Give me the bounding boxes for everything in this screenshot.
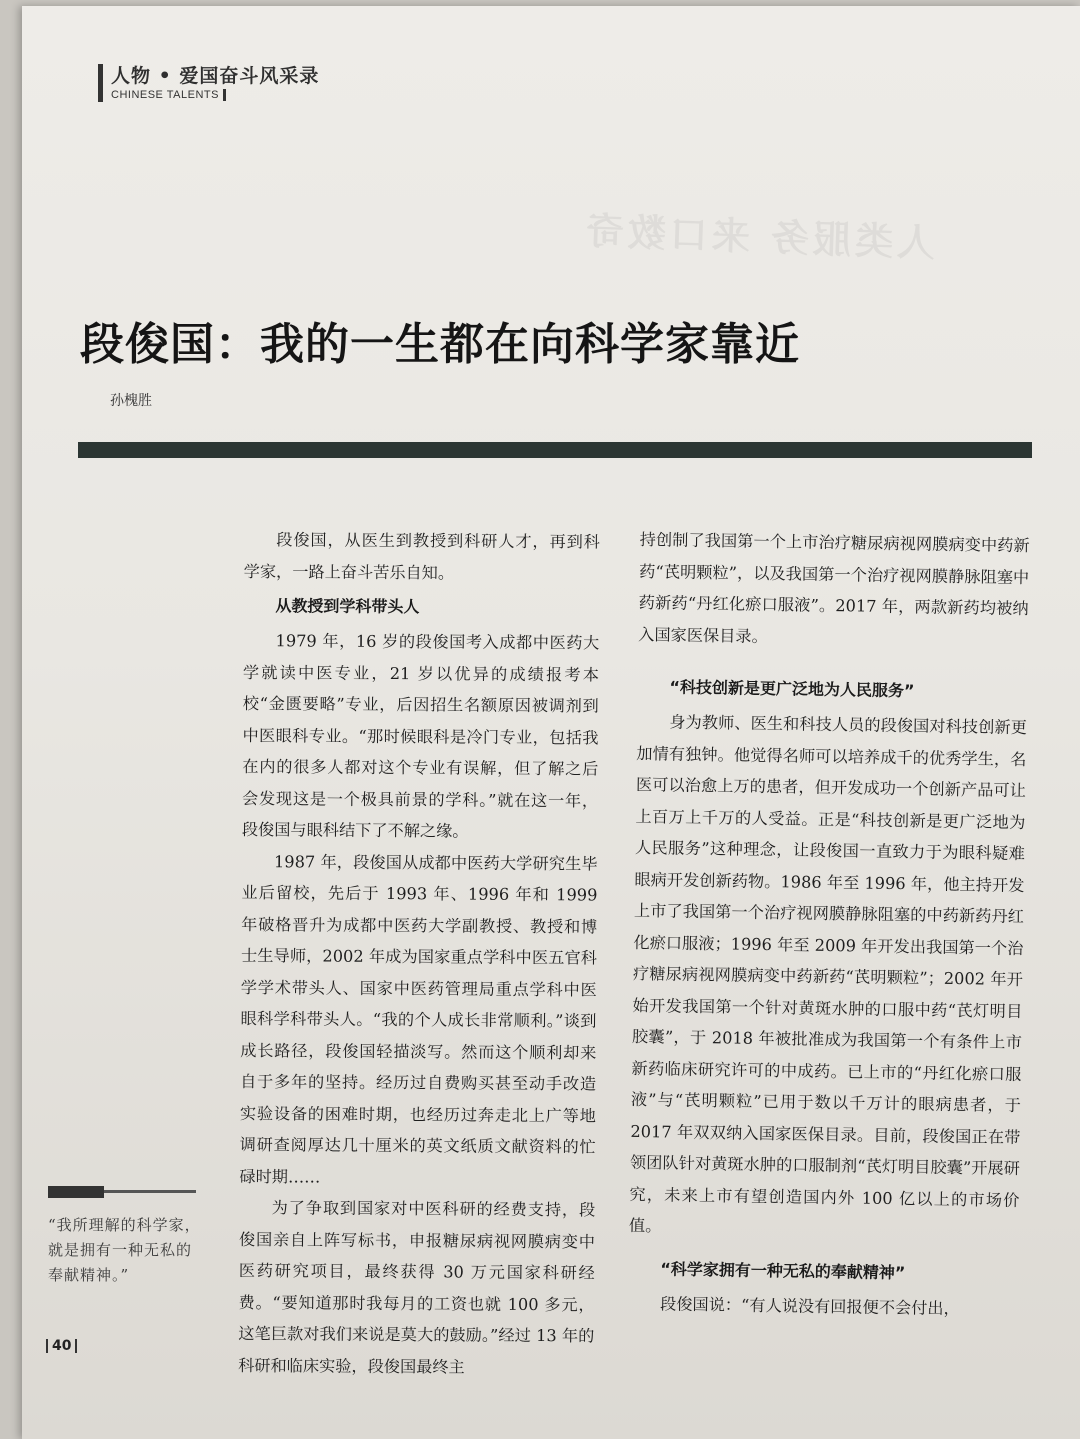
section-label-cn: 人物 • 爱国奋斗风采录 [111, 65, 320, 87]
right-paragraph-0: 持创制了我国第一个上市治疗糖尿病视网膜病变中药新药“芪明颗粒”，以及我国第一个治疗视网膜静脉阻塞中药新药“丹红化瘀口服液”。2017 年，两款新药均被纳入国家医保目录。 [638, 529, 1030, 646]
pull-quote-line [104, 1190, 196, 1193]
article-author: 孙槐胜 [110, 393, 152, 409]
title-divider [78, 442, 1032, 458]
left-column [238, 524, 600, 1383]
section-label-en-text: CHINESE TALENTS [111, 89, 219, 101]
right-paragraph-1: 身为教师、医生和科技人员的段俊国对科技创新更加情有独钟。他觉得名师可以培养成千的优秀学生，名医可以治愈上万的患者，但开发成功一个创新产品可让上百万上千万的人受益。正是“科技创新是更广泛地为人民服务”这种理念，让段俊国一直致力于为眼科疑难眼病开发创新药物。1986 年至 1996 年，他主持开发上市了我国第一个治疗视网膜静脉阻塞的中药新药丹红化瘀口服液；1996 年至 2009 年开发出我国第一个治疗糖尿病视网膜病变中药新药“芪明颗粒”；2002 年开始开发我国第一个针对黄斑水肿的口服中药“芪灯明目胶囊”，于 2018 年被批准成为我国第一个有条件上市新药临床研究许可的中成药。已上市的“丹红化瘀口服液”与“芪明颗粒”已用于数以千万计的眼病患者，于 2017 年双双纳入国家医保目录。目前，段俊国正在带领团队针对黄斑水肿的口服制剂“芪灯明目胶囊”开展研究，未来上市有望创造国内外 100 亿以上的市场价值。 [628, 712, 1027, 1236]
pull-quote-text: “我所理解的科学家，就是拥有一种无私的奉献精神。” [48, 1216, 201, 1284]
section-marker-icon [223, 89, 226, 101]
page-number-value: 40 [52, 1338, 72, 1354]
subheading-1: 从教授到学科带头人 [275, 596, 420, 617]
left-paragraph-3: 为了争取到国家对中医科研的经费支持，段俊国亲自上阵写标书，申报糖尿病视网膜病变中医药研究项目，最终获得 30 万元国家科研经费。“要知道那时我每月的工资也就 100 多元，这笔巨款对我们来说是莫大的鼓励。”经过 13 年的科研和临床实验，段俊国最终主 [238, 1198, 596, 1377]
subheading-2: “科技创新是更广泛地为人民服务” [669, 677, 915, 701]
bleed-through-text: 人类服务 来口数奇 [581, 207, 936, 266]
intro-paragraph: 段俊国，从医生到教授到科研人才，再到科学家，一路上奋斗苦乐自知。 [243, 530, 600, 582]
magazine-page [22, 6, 1080, 1439]
page-number [42, 1338, 81, 1354]
left-paragraph-2: 1987 年，段俊国从成都中医药大学研究生毕业后留校，先后于 1993 年、1996 年和 1999 年破格晋升为成都中医药大学副教授、教授和博士生导师，2002 年成为国家重点学科中医五官科学学术带头人、国家中医药管理局重点学科中医眼科学科带头人。“我的个人成长非常顺利。”谈到成长路径，段俊国轻描淡写。然而这个顺利却来自于多年的坚持。经历过自费购买甚至动手改造实验设备的困难时期，也经历过奔走北上广等地调研查阅厚达几十厘米的英文纸质文献资料的忙碌时期…… [239, 851, 598, 1187]
subheading-3: “科学家拥有一种无私的奉献精神” [660, 1258, 906, 1282]
section-label-en [111, 88, 319, 102]
article-title: 段俊国：我的一生都在向科学家靠近 [80, 319, 800, 370]
page-number-tick-left [46, 1339, 48, 1353]
pull-quote [48, 1186, 206, 1288]
right-paragraph-2: 段俊国说：“有人说没有回报便不会付出， [660, 1293, 960, 1318]
right-column [628, 524, 1030, 1325]
page-number-tick-right [75, 1339, 77, 1353]
left-paragraph-1: 1979 年，16 岁的段俊国考入成都中医药大学就读中医专业，21 岁以优异的成绩报考本校“金匮要略”专业，后因招生名额原因被调剂到中医眼科专业。“那时候眼科是冷门专业，包括我在内的很多人都对这个专业有误解，但了解之后会发现这是一个极具前景的学科。”就在这一年，段俊国与眼科结下了不解之缘。 [241, 631, 600, 841]
section-header [98, 64, 319, 102]
pull-quote-bar [48, 1186, 104, 1198]
